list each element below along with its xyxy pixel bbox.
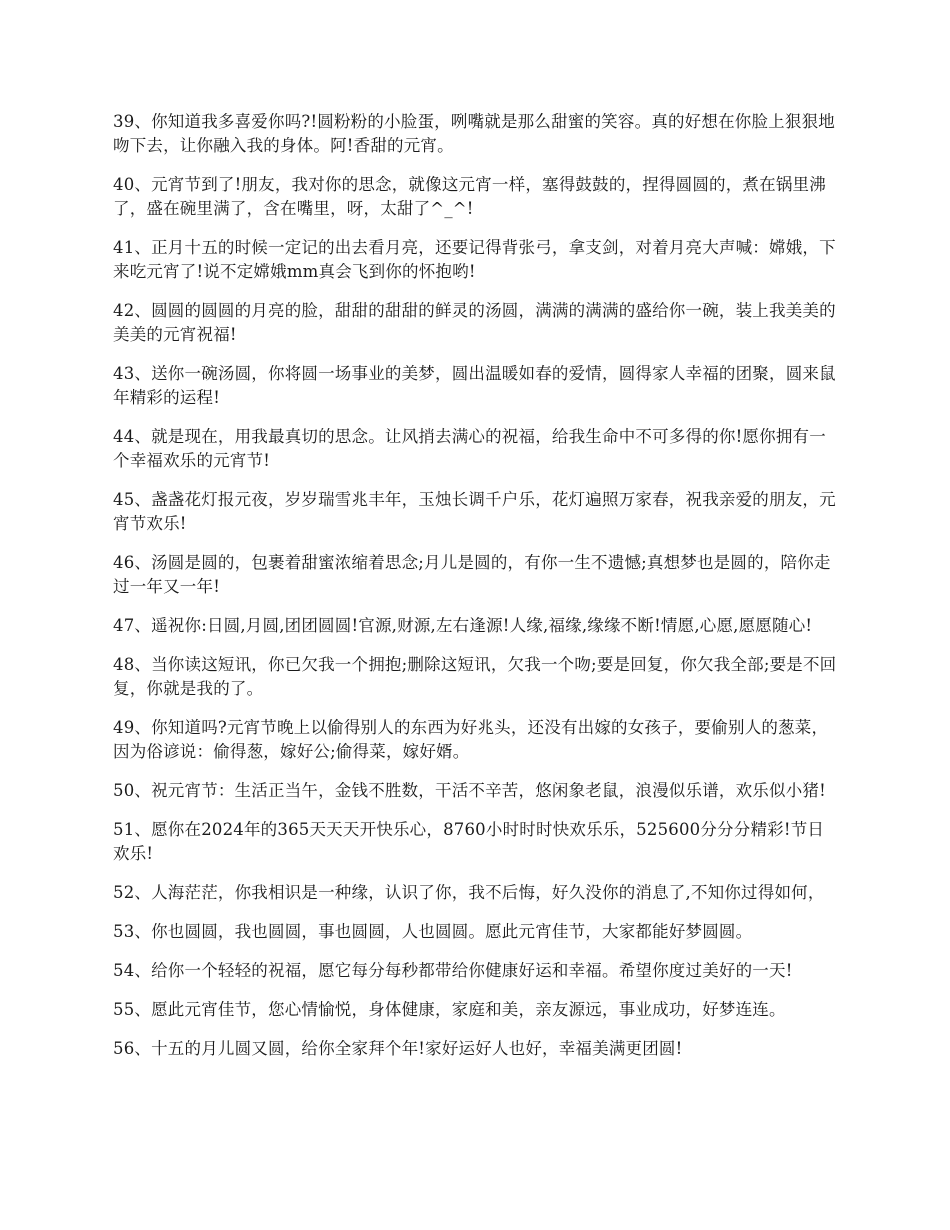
paragraph-item: 53、你也圆圆，我也圆圆，事也圆圆，人也圆圆。愿此元宵佳节，大家都能好梦圆圆。 [113, 922, 753, 941]
paragraph-item: 43、送你一碗汤圆，你将圆一场事业的美梦，圆出温暖如春的爱情，圆得家人幸福的团聚，圆来鼠年精彩的运程! [113, 364, 836, 407]
paragraph-item: 44、就是现在，用我最真切的思念。让风捎去满心的祝福，给我生命中不可多得的你!愿你拥有一个幸福欢乐的元宵节! [113, 427, 826, 470]
paragraph-item: 42、圆圆的圆圆的月亮的脸，甜甜的甜甜的鲜灵的汤圆，满满的满满的盛给你一碗，装上我美美的美美的元宵祝福! [113, 301, 836, 344]
paragraph-item: 46、汤圆是圆的，包裹着甜蜜浓缩着思念;月儿是圆的，有你一生不遗憾;真想梦也是圆的，陪你走过一年又一年! [113, 553, 831, 596]
paragraph-item: 52、人海茫茫，你我相识是一种缘，认识了你，我不后悔，好久没你的消息了,不知你过得如何， [113, 883, 825, 902]
paragraph-item: 56、十五的月儿圆又圆，给你全家拜个年!家好运好人也好，幸福美满更团圆! [113, 1039, 683, 1058]
paragraph-item: 55、愿此元宵佳节，您心情愉悦，身体健康，家庭和美，亲友源远，事业成功，好梦连连。 [113, 1000, 786, 1019]
paragraph-item: 54、给你一个轻轻的祝福，愿它每分每秒都带给你健康好运和幸福。希望你度过美好的一天! [113, 961, 793, 980]
paragraph-item: 51、愿你在2024年的365天天天开快乐心，8760小时时时快欢乐乐，525600分分分精彩!节日欢乐! [113, 820, 825, 863]
document-page [113, 110, 840, 1076]
paragraph-item: 49、你知道吗?元宵节晚上以偷得别人的东西为好兆头，还没有出嫁的女孩子，要偷别人的葱菜，因为俗谚说：偷得葱，嫁好公;偷得菜，嫁好婿。 [113, 718, 829, 761]
paragraph-item: 47、遥祝你:日圆,月圆,团团圆圆!官源,财源,左右逢源!人缘,福缘,缘缘不断!情愿,心愿,愿愿随心! [113, 616, 813, 635]
paragraph-item: 48、当你读这短讯，你已欠我一个拥抱;删除这短讯，欠我一个吻;要是回复，你欠我全部;要是不回复，你就是我的了。 [113, 655, 837, 698]
paragraph-item: 50、祝元宵节：生活正当午，金钱不胜数，干活不辛苦，悠闲象老鼠，浪漫似乐谱，欢乐似小猪! [113, 781, 826, 800]
paragraph-item: 45、盏盏花灯报元夜，岁岁瑞雪兆丰年，玉烛长调千户乐，花灯遍照万家春，祝我亲爱的朋友，元宵节欢乐! [113, 490, 836, 533]
paragraph-item: 41、正月十五的时候一定记的出去看月亮，还要记得背张弓，拿支剑，对着月亮大声喊：嫦娥，下来吃元宵了!说不定嫦娥mm真会飞到你的怀抱哟! [113, 238, 836, 281]
paragraph-item: 39、你知道我多喜爱你吗?!圆粉粉的小脸蛋，咧嘴就是那么甜蜜的笑容。真的好想在你脸上狠狠地吻下去，让你融入我的身体。阿!香甜的元宵。 [113, 112, 835, 155]
paragraph-item: 40、元宵节到了!朋友，我对你的思念，就像这元宵一样，塞得鼓鼓的，捏得圆圆的，煮在锅里沸了，盛在碗里满了，含在嘴里，呀，太甜了^_^! [113, 175, 826, 218]
